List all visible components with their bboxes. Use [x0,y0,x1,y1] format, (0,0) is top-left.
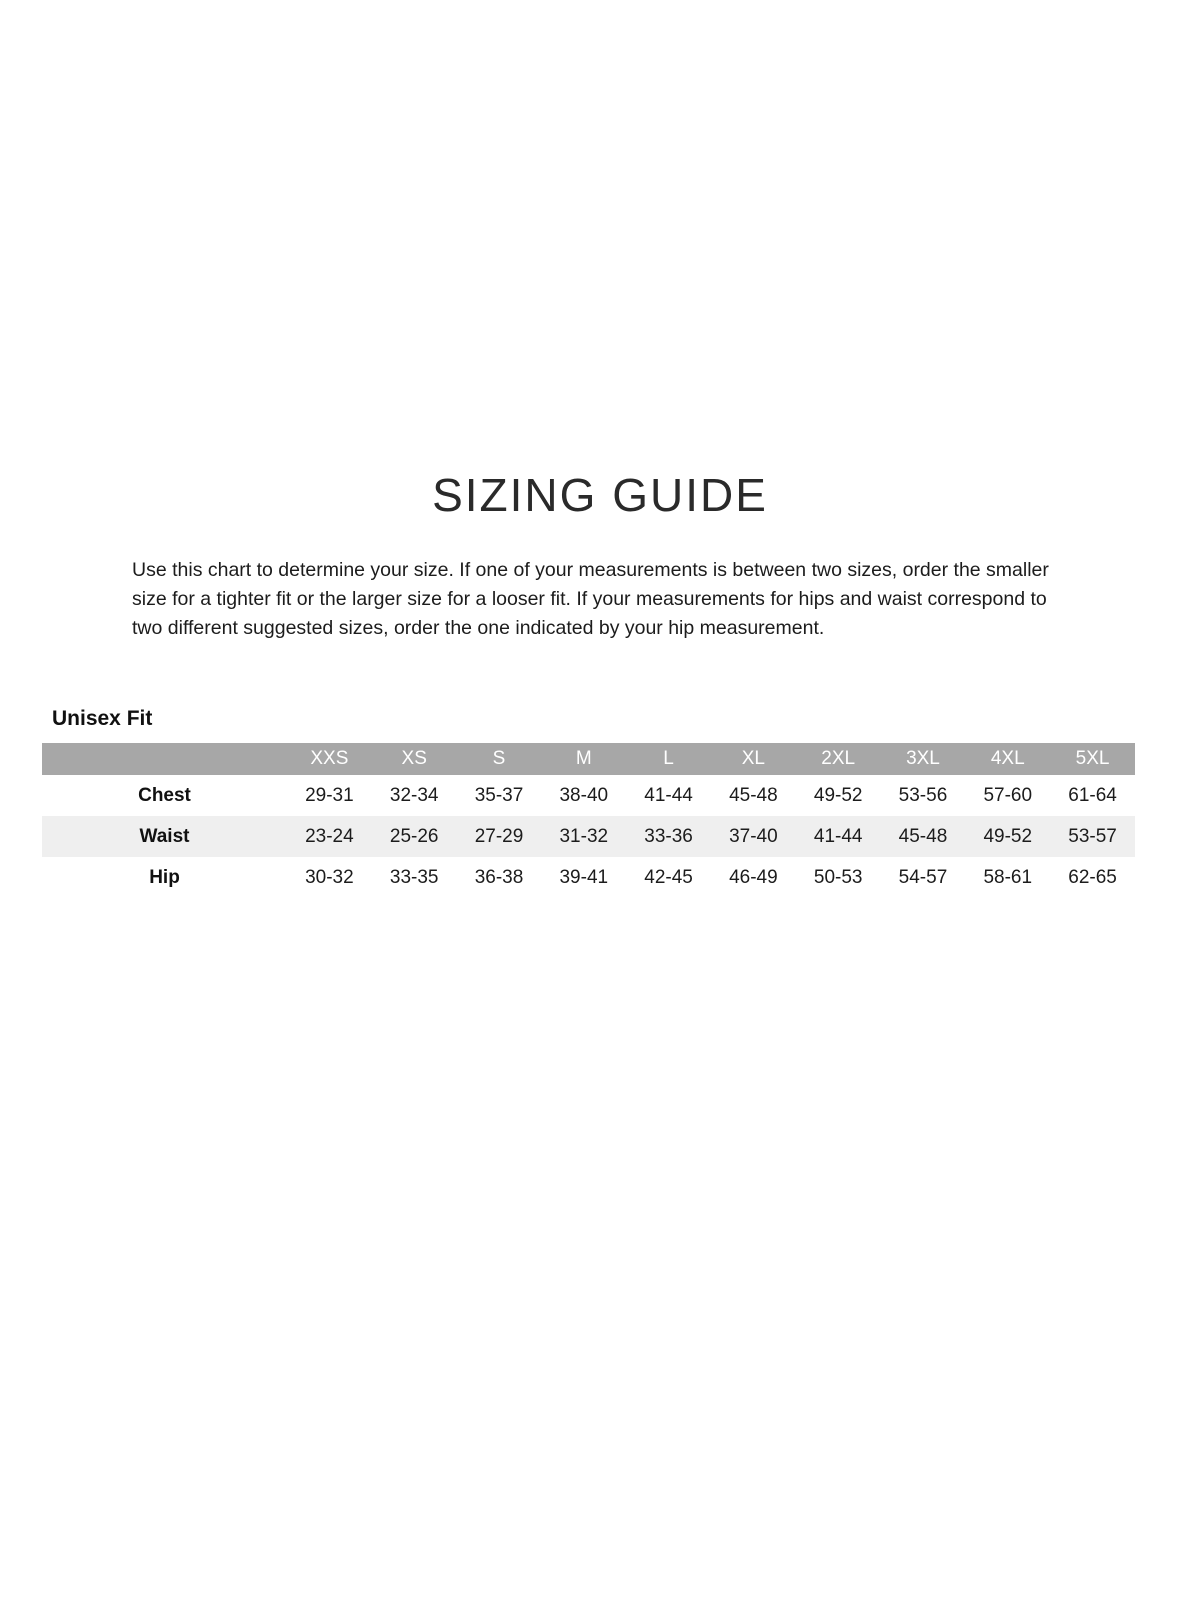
column-header: 2XL [796,743,881,775]
table-header-row [42,743,1135,775]
row-label: Hip [149,866,180,888]
measurement-cell: 30-32 [305,866,354,888]
measurement-cell: 41-44 [813,825,863,847]
measurement-cell: 23-24 [305,825,354,847]
page-title: SIZING GUIDE [432,469,768,521]
measurement-cell: 31-32 [559,825,609,847]
row-label: Waist [139,825,190,847]
column-header: S [457,743,542,775]
measurement-cell: 42-45 [644,866,693,888]
measurement-cell: 45-48 [898,825,948,847]
column-header: XS [372,743,457,775]
column-header: L [626,743,711,775]
measurement-cell: 62-65 [1068,866,1117,888]
measurement-cell: 27-29 [474,825,524,847]
measurement-cell: 41-44 [644,784,693,806]
column-header [42,743,287,775]
measurement-cell: 32-34 [389,784,439,806]
measurement-cell: 61-64 [1068,784,1117,806]
intro-text: Use this chart to determine your size. If one of your measurements is between two sizes, order the smaller size for a tighter fit or the larger size for a looser fit. If your measurements for hips and waist correspond to two different suggested sizes, order the one indicated by your hip measurement. [132,559,1049,639]
measurement-cell: 36-38 [474,866,524,888]
measurement-cell: 50-53 [813,866,863,888]
measurement-cell: 29-31 [305,784,354,806]
table-row [42,775,1135,816]
measurement-cell: 38-40 [559,784,609,806]
measurement-cell: 58-61 [983,866,1033,888]
measurement-cell: 53-57 [1068,825,1117,847]
measurement-cell: 33-36 [644,825,693,847]
column-header: 3XL [881,743,966,775]
measurement-cell: 25-26 [389,825,439,847]
measurement-cell: 53-56 [898,784,948,806]
measurement-cell: 57-60 [983,784,1033,806]
row-label: Chest [138,784,191,806]
measurement-cell: 45-48 [729,784,778,806]
sizing-table [42,743,1135,898]
measurement-cell: 49-52 [813,784,863,806]
measurement-cell: 49-52 [983,825,1033,847]
measurement-cell: 46-49 [729,866,778,888]
section-label-unisex-fit: Unisex Fit [52,707,153,730]
column-header: XXS [287,743,372,775]
table-row [42,816,1135,857]
table-row [42,857,1135,898]
measurement-cell: 54-57 [898,866,948,888]
measurement-cell: 35-37 [474,784,524,806]
column-header: 5XL [1050,743,1135,775]
measurement-cell: 37-40 [729,825,778,847]
column-header: XL [711,743,796,775]
measurement-cell: 39-41 [559,866,609,888]
measurement-cell: 33-35 [389,866,439,888]
column-header: M [541,743,626,775]
column-header: 4XL [965,743,1050,775]
